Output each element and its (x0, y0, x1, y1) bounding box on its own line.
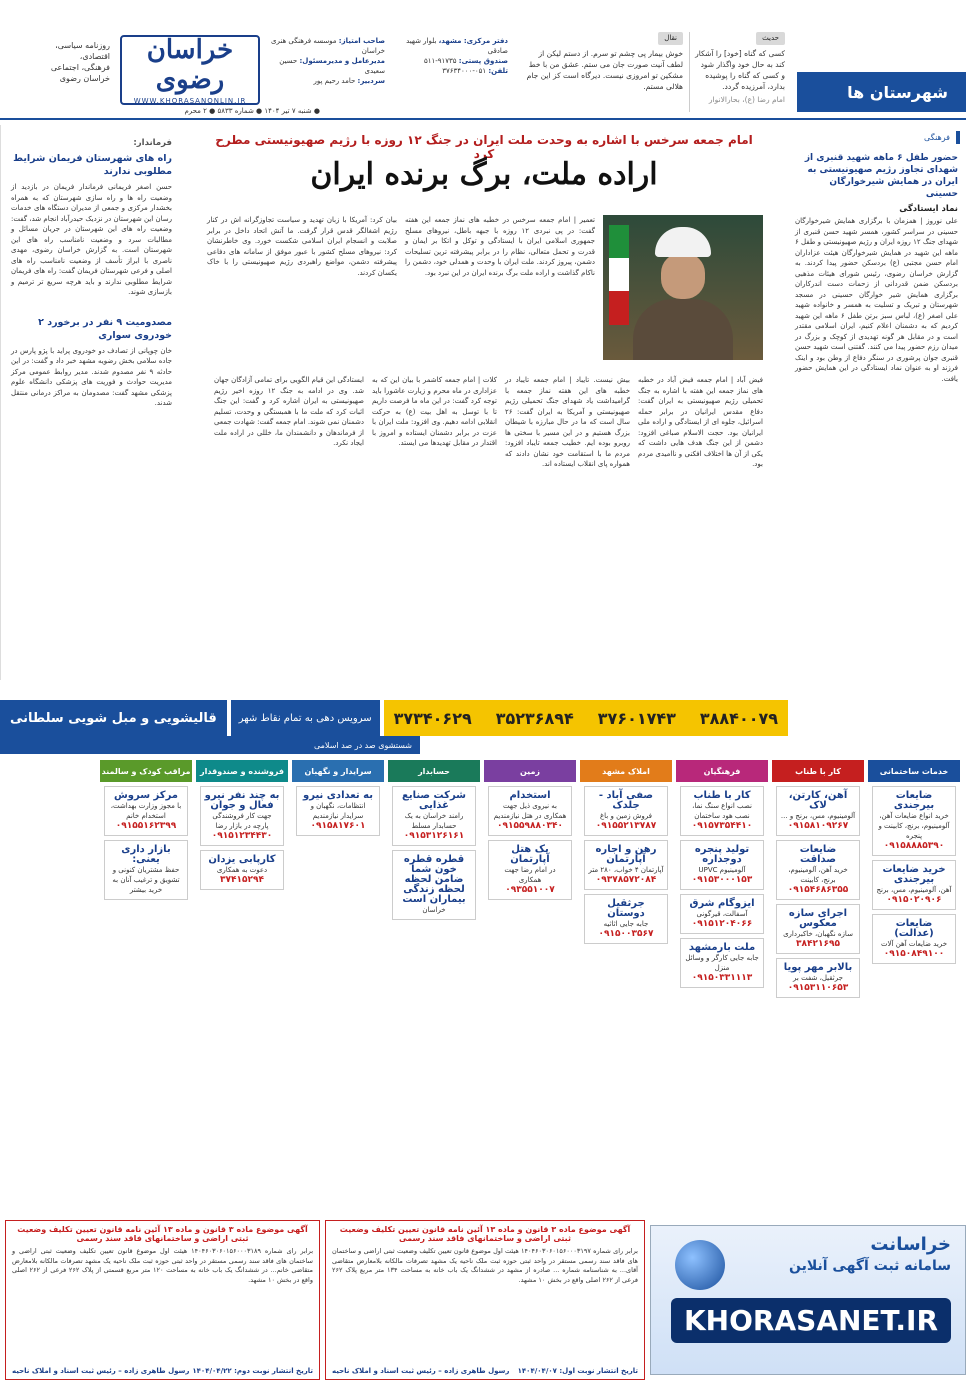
info-label: سردبیر: (357, 77, 385, 85)
knet-title: خراسانت (870, 1234, 951, 1255)
classified-ad[interactable] (392, 786, 476, 846)
globe-icon (675, 1240, 725, 1290)
classified-ad[interactable] (776, 958, 860, 998)
info-text: ۰۵۱-۳۷۶۳۴۰۰۰ (442, 67, 487, 75)
ad-title: بالابر مهر پویا (783, 962, 853, 973)
classified-ad[interactable] (200, 850, 284, 890)
hadith-source: امام رضا (ع)، بحارالانوار (708, 95, 785, 104)
classified-ad[interactable] (584, 894, 668, 944)
ad-title: خرید ضایعات بیرجندی (882, 864, 946, 885)
ad-column (388, 760, 480, 1215)
ad-title: رهن و اجاره آپارتمان (595, 844, 657, 865)
banner-phone[interactable]: ۳۵۲۳۶۸۹۴ (495, 708, 574, 728)
ad-text: دعوت به همکاری (216, 866, 268, 874)
classified-ad[interactable] (776, 840, 860, 900)
ad-title: ضایعات (عدالت) (894, 918, 934, 939)
cleric-photo (603, 215, 763, 360)
ad-column (772, 760, 864, 1220)
banner-phones (384, 700, 788, 736)
ad-text: جهت کار فروشندگی پارچه در بازار رضا (212, 812, 272, 830)
ad-phone[interactable]: ۰۹۱۵۵۱۶۲۳۹۹ (115, 821, 177, 831)
hadith-text: کسی که گناه [خود] را آشکار کند به حال خود واگذار شود و کسی که گناه را پوشیده بدارد، آمرزیده گردد. (695, 49, 785, 91)
left-headline-2[interactable]: مصدومیت ۹ نفر در برخورد ۲ خودروی سواری (38, 316, 172, 341)
ad-text: به نیروی ذیل جهت همکاری در هتل نیازمندیم (493, 802, 567, 820)
ad-column (580, 760, 672, 1215)
ad-phone[interactable]: ۰۹۱۵۸۱۷۶۰۱ (310, 821, 366, 831)
classified-ad[interactable] (104, 840, 188, 900)
left-headline[interactable]: راه های شهرستان فریمان شرایط مطلوبی ندارند (13, 153, 172, 177)
ad-phone[interactable]: ۰۹۱۵۰۳۳۱۱۱۳ (691, 973, 753, 983)
hadith-box (695, 32, 785, 112)
info-label: صاحب امتیاز: (338, 37, 385, 45)
ad-text: آپارتمان ۴ خواب، ۲۸۰ متر (588, 866, 664, 874)
ad-phone[interactable]: ۰۹۱۵۳۰۰۰۱۵۳ (691, 875, 753, 885)
left-article-body-2: خان چوپانی از تصادف دو خودروی پراید با پژو پارس در جاده سلامی بخش رضویه مشهد خبر داد و گفت: در این حادثه ۹ نفر مصدوم شدند. مدیر روابط عمومی مرکز مدیریت حوادث و فوریت های پزشکی دانشگاه علوم پزشکی مشهد گفت: مصدومان به مراکز درمانی منتقل شدند. (11, 346, 172, 407)
banner-service: سرویس دهی به تمام نقاط شهر (231, 700, 380, 736)
ad-text: جابه جایی اثاثیه (603, 920, 649, 928)
ad-phone[interactable]: ۰۹۱۵۱۲۳۴۴۳۰ (211, 831, 273, 841)
notice-date: تاریخ انتشار نوبت اول: ۱۴۰۴/۰۴/۰۷ (517, 1367, 638, 1375)
ad-column (196, 760, 288, 1215)
ad-text: جابه جایی کارگر و وسائل منزل (685, 954, 759, 972)
logo-sub-line: خراسان رضوی (59, 74, 110, 83)
classified-grid (0, 760, 966, 1230)
banner-subtitle: شستشوی صد در صد اسلامی (0, 736, 420, 754)
ad-column-header[interactable]: کار با طناب (772, 760, 864, 782)
ad-phone[interactable]: ۰۹۳۵۵۱۰۰۷ (505, 885, 555, 895)
ad-column-header[interactable]: فروشنده و صندوقدار (196, 760, 288, 782)
notice-body: برابر رای شماره ۱۴۰۴۶۰۳۰۶۰۱۵۶۰۰۰۳۱۹۷ هیئت اول موضوع قانون تعیین تکلیف وضعیت ثبتی اراضی و ساختمان های فاقد سند رسمی مستقر در واحد ثبتی حوزه ثبت ملک ناحیه یک مشهد تصرفات مالکانه بلامعارض متقاضی آقای... به شناسنامه شماره ... صادره از مشهد در ششدانگ یک باب خانه به مساحت ۱۳۴ متر مربع پلاک ۲۶۲ فرعی از ۲۶۲ اصلی واقع در بخش ۱۰ مشهد. (332, 1247, 638, 1284)
ad-text: نصب انواع سنگ نما، نصب هود ساختمان (692, 802, 752, 820)
info-text: موسسه فرهنگی هنری خراسان (271, 37, 385, 55)
hadith-tag: حدیث (756, 32, 785, 45)
main-article-col-f: ایستادگی این قیام الگویی برای تمامی آزادگان جهان شد. وی در ادامه به جنگ ۱۲ روزه اخیر رژیم صهیونیستی به ایران اشاره کرد و گفت: این جنگ اثبات کرد که ملت ما با همبستگی و وحدت، تسلیم دشمنان نمی شوند. امام جمعه گفت: شهادت جمعی از فرماندهان و دانشمندان ما، خللی در اراده ملت ایجاد نکرد. (214, 376, 364, 447)
ad-title: ضایعات بیرجندی (893, 790, 935, 811)
header-divider (0, 118, 966, 120)
logo-sub-line: روزنامه سیاسی، اقتصادی، (55, 41, 110, 61)
ad-text: با مجوز وزارت بهداشت، استخدام خانم (110, 802, 182, 820)
logo-url: WWW.KHORASANONLIN.IR (133, 97, 247, 105)
main-kicker: امام جمعه سرخس با اشاره به وحدت ملت ایران در جنگ ۱۲ روزه با رژیم صهیونیستی مطرح کرد (215, 133, 753, 161)
right-news-column (787, 125, 966, 680)
robe-shape (633, 299, 733, 360)
logo-title: خراسان رضوی (146, 35, 234, 95)
ad-column (100, 760, 192, 1215)
notice-sign: رسول طاهری زاده – رئیس ثبت اسناد و املاک ناحیه (332, 1367, 510, 1375)
notice-sign: رسول طاهری زاده – رئیس ثبت اسناد و املاک ناحیه (12, 1367, 190, 1375)
classified-ad[interactable] (104, 786, 188, 836)
ad-column-header[interactable]: خدمات ساختمانی (868, 760, 960, 782)
notice-title: آگهی موضوع ماده ۳ قانون و ماده ۱۳ آئین نامه قانون تعیین تکلیف وضعیت ثبتی اراضی و ساختمانهای فاقد سند رسمی (6, 1221, 319, 1245)
info-text: بلوار شهید صادقی (406, 37, 508, 55)
khorasanet-ad[interactable] (650, 1225, 966, 1375)
notice-date: تاریخ انتشار نوبت دوم: ۱۴۰۴/۰۴/۲۲ (192, 1367, 313, 1375)
ad-title: بازار داری یعنی: (121, 844, 171, 865)
ad-phone[interactable]: ۰۹۱۵۷۳۵۴۴۱۰ (691, 821, 753, 831)
logo-sub-line: فرهنگی، اجتماعی (50, 63, 110, 72)
ad-text: جرثقیل، شفت بر (793, 974, 843, 982)
classified-ad[interactable] (392, 850, 476, 920)
ad-phone[interactable]: ۰۹۱۵۰۸۴۹۱۰۰ (883, 949, 945, 959)
info-label: تلفن: (488, 67, 508, 75)
info-label: صندوق پستی: (458, 57, 508, 65)
notice-footer (12, 1367, 313, 1375)
ad-title: کار با طناب (693, 790, 751, 801)
ad-title: صفی آباد - جلدک (598, 790, 654, 811)
ad-phone[interactable]: ۳۷۴۱۵۲۹۴ (220, 875, 264, 885)
banner-phone[interactable]: ۳۷۶۰۱۷۴۳ (597, 708, 676, 728)
ad-phone[interactable]: ۰۹۱۵۱۲۰۴۰۶۶ (691, 919, 753, 929)
left-article-body: حسن اصغر فریمانی فرماندار فریمان در بازدید از وضعیت راه ها و راه سازی شهرستان که به همراه بخشدار مرکزی و جمعی از مدیران دستگاه های خدمات رسان این شهرستان در نزدیک حیدرآباد انجام شد، گفت: وضعیت راه های این شهرستان در جریان مسائل و مطالبات سرد و وضعیت نامناسب راه های این شهرستان است. به گزارش خراسان رضوی، مهدی ناصری با ابراز تأسف از وضعیت نامناسب راه های اصلی و فرعی شهرستان فریمان گفت: راه های فریمان شرایط مطلوبی ندارند و باید هرچه سریع تر ترمیم و بازسازی شوند. (11, 183, 172, 296)
ad-text: رامند خراسان به یک حسابدار مسلط (404, 812, 464, 830)
newspaper-logo[interactable] (120, 35, 260, 105)
ad-title: به چند نفر نیرو فعال و جوان (204, 790, 280, 811)
masthead-info-col (391, 36, 508, 108)
right-headline[interactable]: حضور طفل ۶ ماهه شهید قنبری از شهدای تجاوز رژیم صهیونیستی به ایران در همایش شیرخوارگان حسینی (804, 153, 958, 199)
notice-title: آگهی موضوع ماده ۳ قانون و ماده ۱۳ آئین نامه قانون تعیین تکلیف وضعیت ثبتی اراضی و ساختمانهای فاقد سند رسمی (326, 1221, 644, 1245)
ad-column-header[interactable]: مراقب کودک و سالمند (100, 760, 192, 782)
ad-column (484, 760, 576, 1215)
ad-phone[interactable]: ۰۹۱۵۳۱۱۰۶۵۳ (787, 983, 849, 993)
ad-phone[interactable]: ۰۹۱۵۴۶۸۶۳۵۵ (787, 885, 849, 895)
main-article-col-a: تعمیر | امام جمعه سرخس در خطبه های نماز جمعه این هفته گفت: در پی نبردی ۱۲ روزه با جبهه باطل، نیروهای مسلح جمهوری اسلامی ایران با ایستادگی و توکل و اتکا بر ایمان و قدرت و تحمل متعالی، نظام را در برابر پیشرفته ترین تسلیحات دشمن، پیروز کردند. ملت ایران با وحدت و همدلی خود، دشمن را ناکام گذاشت و اراده ملت برگ برنده ایران در این نبرد بود. (405, 216, 595, 277)
classified-ad[interactable] (296, 786, 380, 836)
main-article-col-b: بیان کرد: آمریکا با زبان تهدید و سیاست تجاوزگرانه اش در کنار رژیم اشغالگر قدس قرار گرفت. ما آتش اتحاد داخل در برابر صلابت و انسجام ایران اسلامی شکست خورد. وی خاطرنشان کرد: نیروهای مسلح کشور با عبور موفق از سامانه های دفاعی پیشرفته دشمن، مواضع راهبردی رژیم صهیونیستی را با خاک یکسان کردند. (207, 216, 397, 277)
legal-notice-2 (5, 1220, 320, 1380)
poem-box (520, 32, 690, 112)
ad-column (292, 760, 384, 1215)
ad-text: در امام رضا جهت همکاری (504, 866, 556, 884)
classified-ad[interactable] (680, 786, 764, 836)
left-news-column (0, 125, 180, 680)
right-subhead: نماد ایستادگی (899, 204, 958, 214)
ad-title: کارپابی یزدان (208, 854, 276, 865)
info-label: مدیرعامل و مدیرمسئول: (299, 57, 385, 65)
info-label: دفتر مرکزی: مشهد، (438, 37, 508, 45)
ad-title: ملت بارمشهد (688, 942, 756, 953)
flag-icon (609, 225, 629, 325)
ad-column (868, 760, 960, 1220)
classified-ad[interactable] (488, 840, 572, 900)
masthead-info-col (268, 36, 385, 108)
classified-ad[interactable] (776, 786, 860, 836)
right-article-body: علی نوروز | همزمان با برگزاری همایش شیرخوارگان حسینی در سراسر کشور، همسر شهید حسن قنبری از شهدای جنگ ۱۲ روزه ایران و رژیم صهیونیستی و طفل ۶ ماهه این شهید در همایش شیرخوارگان هیئت عزاداران امام حسن مجتبی (ع) بردسکن حضور پیدا کردند. به گزارش خراسان رضوی، رئیس شورای هیئات مذهبی بردسکن ضمن قدردانی از زحمات دست اندرکاران برگزاری همایش شیر خوارگان حسینی در مسجد شهرستان و تبریک و تسلیت به همسر و خانواده شهید علی اصغر (ع)، لباس سبز برتن طفل ۶ ماهه این شهید کردیم که به دشمنان اعلام کنیم، ایران اسلامی مقتدر است و در مقابل هر گونه تهدیدی از کوچک و بزرگ در میدان رزم حضور پیدا می کنند. گفتنی است شهید حسن قنبری جوان پرشوری در سنگر دفاع از وطن بود و اینک فرزند او به عنوان نماد ایستادگی در این همایش حضور یافت. (795, 217, 958, 383)
ad-column-header[interactable]: زمین (484, 760, 576, 782)
logo-subtitle (30, 40, 110, 84)
ad-title: شرکت صنایع غذایی (401, 790, 467, 811)
ad-column-header[interactable]: املاک مشهد (580, 760, 672, 782)
ad-phone[interactable]: ۳۸۴۲۱۶۹۵ (796, 939, 840, 949)
ad-title: ضایعات صداقت (799, 844, 837, 865)
main-article-col-d: بیش نیست. تایباد | امام جمعه تایباد در خطبه های این هفته نماز جمعه با گرامیداشت یاد شهدای جنگ تحمیلی رژیم صهیونیستی و آمریکا به ایران گفت: ۲۶ سال است که ما در حال مبارزه با شیطان بزرگ هستیم و در این مسیر با سختی ها روبرو بوده ایم. خطیب جمعه تایباد افزود: مردم ما با استقامت خود نشان دادند که همواره پای انقلاب ایستاده اند. (505, 376, 630, 468)
classified-ad[interactable] (680, 840, 764, 890)
masthead (0, 0, 966, 120)
ad-title: قطره قطره خون شما ضامن لحظه لحظه زندگی بیماران است (402, 854, 466, 905)
ad-title: تولید پنجره دوجداره (694, 844, 750, 865)
poem-text: خوش بیمار پی چشم تو سرم. از دستم لیکن از لطف آنیت صورت جان می ستم. عشق من با خط مشکین تو امروزی نیست. دیرگاه است کز این جام هلالی مستم. (526, 49, 683, 91)
ad-text: خرید انواع ضایعات آهن، آلومینیوم، برنج، کابینت و پنجره (878, 812, 950, 840)
ad-text: آلومینیوم، مس، برنج و ... (780, 812, 856, 820)
section-title: شهرستان ها (797, 72, 966, 112)
masthead-info (268, 36, 508, 108)
ad-title: آهن، کارتن، لاک (788, 790, 848, 811)
issue-date: ● شنبه ۷ تیر ۱۴۰۴ ● شماره ۵۸۳۳ ● ۲ محرم (184, 107, 320, 115)
left-kicker: فرماندار: (133, 138, 172, 148)
turban-shape (655, 227, 711, 257)
ad-text: آسفالت، قیرگونی (696, 910, 748, 918)
ad-text: حفظ مشتریان کنونی و تشویق و ترغیب آنان به خرید بیشتر (112, 866, 180, 894)
ad-phone[interactable]: ۰۹۱۵۸۸۸۵۳۹۰ (883, 841, 945, 851)
ad-text: فروش زمین و باغ (599, 812, 653, 820)
ad-column-header[interactable]: حسابدار (388, 760, 480, 782)
ad-column-header[interactable]: فرهنگیان (676, 760, 768, 782)
ad-title: جرثقیل دوستان (607, 898, 645, 919)
knet-subtitle: سامانه ثبت آگهی آنلاین (789, 1258, 951, 1274)
notice-footer (332, 1367, 638, 1375)
ad-phone[interactable]: ۰۹۳۷۸۵۷۲۰۸۴ (595, 875, 657, 885)
classified-ad[interactable] (872, 914, 956, 964)
ad-column (676, 760, 768, 1215)
ad-text: سازه نگهبان، خاکبرداری (783, 930, 853, 938)
ad-phone[interactable]: ۰۹۱۵۸۱۰۹۲۶۷ (787, 821, 849, 831)
classified-ad[interactable] (488, 786, 572, 836)
main-story (185, 125, 783, 680)
ad-text: خرید آهن، آلومینیوم، برنج، کابینت (788, 866, 848, 884)
main-article-col-c: فیض آباد | امام جمعه فیض آباد در خطبه های نماز جمعه این هفته با اشاره به جنگ تحمیلی رژیم صهیونیستی به ایران گفت: دفاع مقدس ایرانیان در برابر حمله اسرائیل، جلوه ای از ایستادگی و اراده ملی ایرانیان بود. حجت الاسلام صباغی افزود: دشمن از این جنگ هدف هایی داشت که یکی از آن ها اختلاف افکنی و ناامیدی مردم بود. (638, 376, 763, 468)
classified-ad[interactable] (584, 840, 668, 890)
ad-text: خراسان (422, 906, 446, 914)
ad-phone[interactable]: ۰۹۱۵۵۲۱۳۷۸۷ (595, 821, 657, 831)
ad-phone[interactable]: ۰۹۱۵۳۱۲۶۱۶۱ (403, 831, 465, 841)
poem-tag: نقال (658, 32, 683, 45)
ads-banner[interactable] (0, 700, 788, 736)
notice-body: برابر رای شماره ۱۴۰۴۶۰۳۰۶۰۱۵۶۰۰۰۳۱۸۹ هیئت اول موضوع قانون تعیین تکلیف وضعیت ثبتی اراضی و ساختمان های فاقد سند رسمی مستقر در واحد ثبتی حوزه ثبت ملک ناحیه یک مشهد تصرفات مالکانه بلامعارض متقاضی خانم... در ششدانگ یک باب خانه به مساحت ۱۲۰ متر مربع قسمتی از پلاک ۲۶۲ فرعی از ۲۶۲ اصلی واقع در بخش ۱۰ مشهد. (12, 1247, 314, 1284)
ad-title: یک هتل آپارتمان (510, 844, 550, 865)
face-shape (661, 253, 705, 299)
banner-phone[interactable]: ۳۷۳۴۰۶۲۹ (393, 708, 472, 728)
info-text: حامد رحیم پور (313, 77, 356, 85)
knet-url[interactable]: KHORASANET.IR (671, 1298, 951, 1343)
ad-phone[interactable]: ۰۹۱۵۰۲۰۹۰۶ (886, 895, 942, 905)
info-text: ۹۱۷۳۵-۵۱۱ (423, 57, 457, 65)
ad-title: استخدام (509, 790, 551, 801)
ad-title: اجرای سازه معکوس (788, 908, 848, 929)
ad-text: آلومینیوم UPVC (698, 866, 746, 874)
ad-title: مرکز سروش (114, 790, 178, 801)
classified-ad[interactable] (680, 938, 764, 988)
ad-phone[interactable]: ۰۹۱۵۰۰۳۵۶۷ (598, 929, 654, 939)
classified-ad[interactable] (680, 894, 764, 934)
ad-text: آهن، آلومینیوم، مس، برنج (876, 886, 952, 894)
info-text: حسین سعیدی (279, 57, 385, 75)
category-tag[interactable]: فرهنگی (918, 131, 960, 144)
ad-text: انتظامات، نگهبان و سرایدار نیازمندیم (310, 802, 366, 820)
classified-ad[interactable] (584, 786, 668, 836)
ad-text: خرید ضایعات آهن آلات (880, 940, 948, 948)
ad-column-header[interactable]: سرایدار و نگهبان (292, 760, 384, 782)
classified-ad[interactable] (872, 786, 956, 856)
main-article-col-e: کلات | امام جمعه کاشمر با بیان این که به عزاداری در ماه محرم و زیارت عاشورا باید توجه کرد گفت: در این ماه ما فرصت داریم تا با توسل به اهل بیت (ع) به حرکت انقلابی ادامه دهیم. وی افزود: ملت ایران با عزت در برابر دشمنان ایستاده و امروز با اقتدار در مقابل تهدیدها می ایستد. (372, 376, 497, 447)
banner-brand: قالیشویی و مبل شویی سلطانی (0, 700, 227, 736)
classified-ad[interactable] (872, 860, 956, 910)
classified-ad[interactable] (200, 786, 284, 846)
ad-title: به تعدادی نیرو (303, 790, 373, 801)
classified-ad[interactable] (776, 904, 860, 954)
main-headline[interactable]: اراده ملت، برگ برنده ایران (310, 157, 658, 192)
ad-title: ایزوگام شرق (689, 898, 755, 909)
ad-phone[interactable]: ۰۹۱۵۵۹۸۸۰۳۴۰ (497, 821, 563, 831)
legal-notice-1 (325, 1220, 645, 1380)
banner-phone[interactable]: ۳۸۸۴۰۰۷۹ (699, 708, 778, 728)
